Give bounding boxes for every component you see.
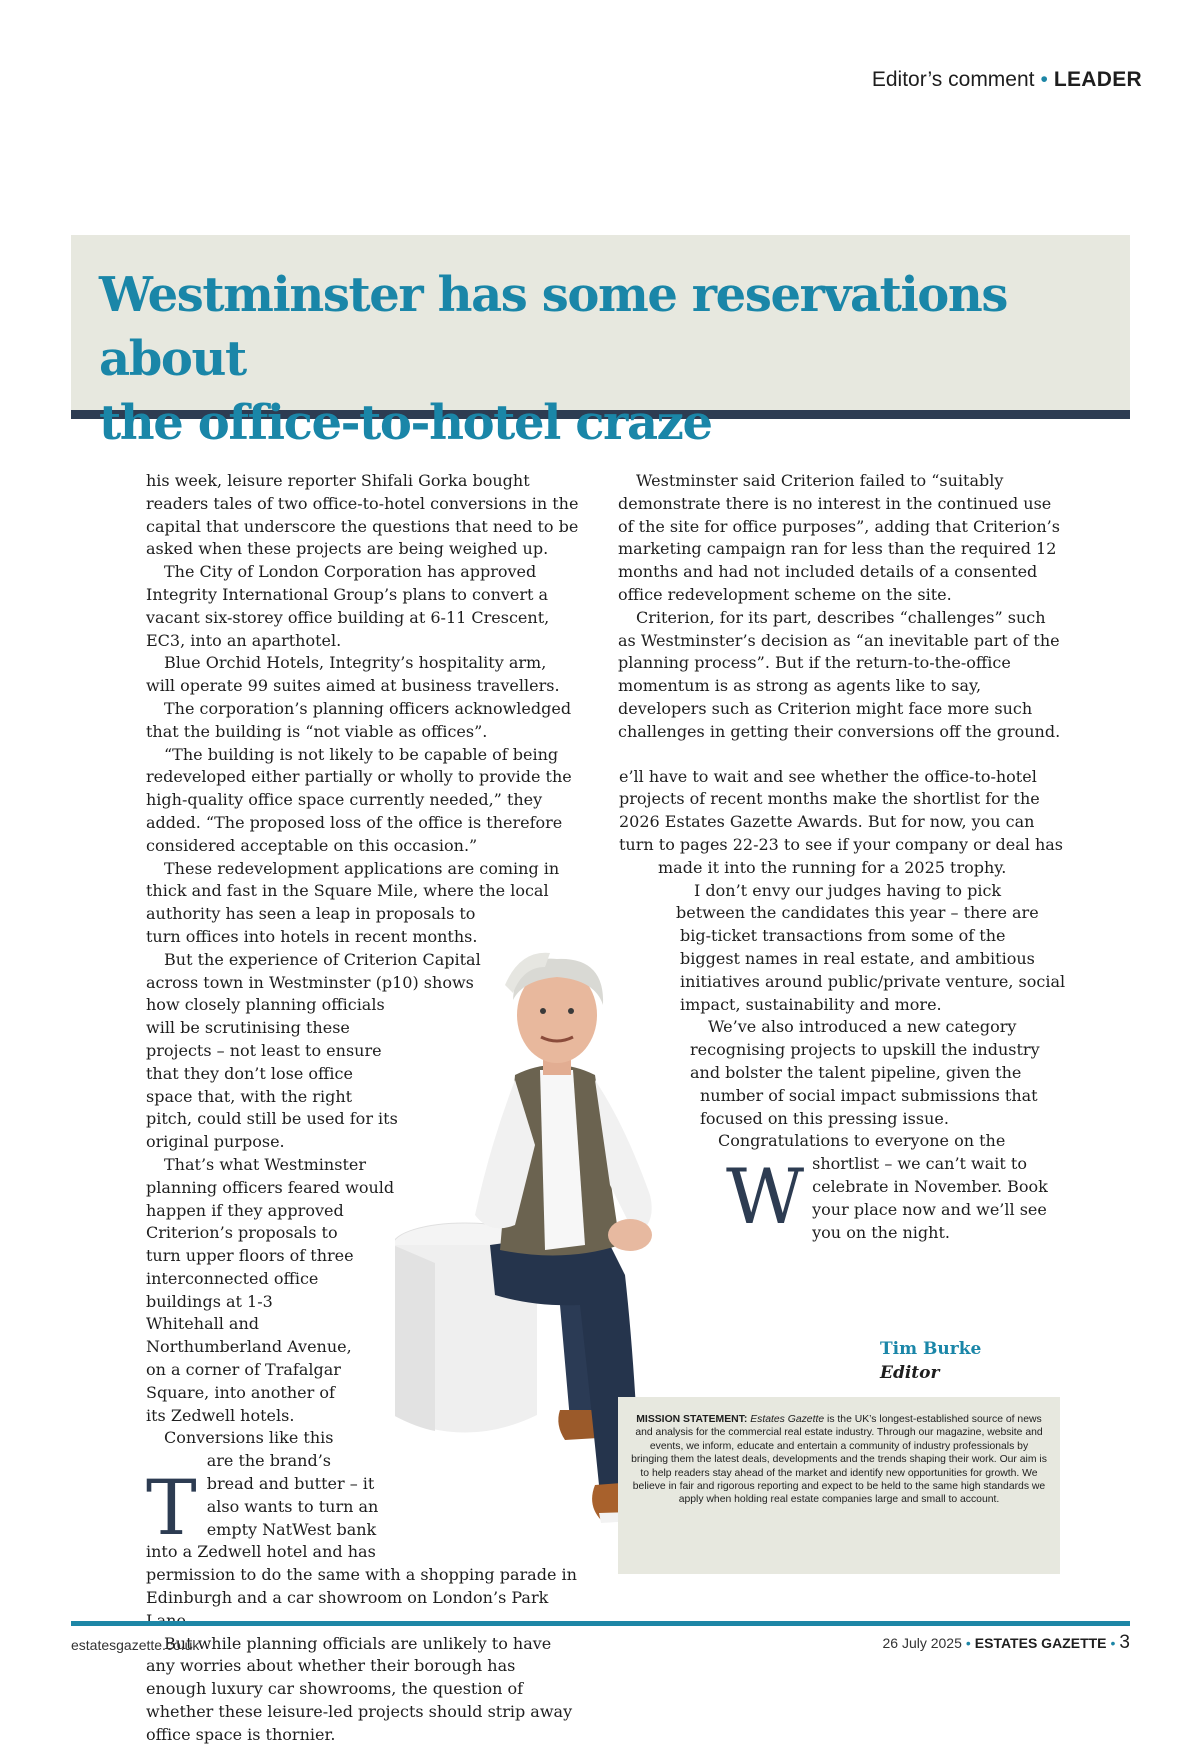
mission-label: MISSION STATEMENT:	[636, 1414, 748, 1425]
article-paragraph: W e’ll have to wait and see whether the office-to-hotel projects of recent months make the shortlist for the 2026 Estates Gazette Awards. But for now, you can turn to pages 22-23 to see if your company or deal has made it into the running for a 2025 trophy.	[619, 766, 1063, 1241]
section-name: Editor’s comment	[871, 68, 1035, 91]
paragraph-gap	[618, 744, 1068, 766]
article-paragraph: Blue Orchid Hotels, Integrity’s hospitality arm, will operate 99 suites aimed at business travellers.	[146, 653, 560, 696]
article-paragraph: We’ve also introduced a new category recognising projects to upskill the industry and bolster the talent pipeline, given the number of social impact submissions that focused on this pressing issue.	[690, 1017, 1040, 1128]
article-paragraph: But the experience of Criterion Capital across town in Westminster (p10) shows how closely planning officials will be scrutinising these projects – not least to ensure that they don’t lose office space that, with the right pitch, could still be used for its original purpose.	[146, 949, 481, 1152]
article-paragraph: That’s what Westminster planning officers feared would happen if they approved Criterion’s proposals to turn upper floors of three interconnected office buildings at 1-3 Whitehall and Northumberland Avenue, on a corner of Trafalgar Square, into another of its Zedwell hotels.	[146, 1154, 395, 1425]
article-paragraph: The corporation’s planning officers acknowledged that the building is “not viable as offices”.	[146, 698, 572, 741]
footer-publication: ESTATES GAZETTE	[974, 1635, 1107, 1651]
headline-line-1: Westminster has some reservations about	[99, 267, 1008, 387]
mission-statement-box	[618, 1397, 1060, 1574]
footer-info	[882, 1632, 1130, 1654]
article-paragraph: Congratulations to everyone on the shortlist – we can’t wait to celebrate in November. Book your place now and we’ll see you on the night.	[718, 1131, 1048, 1242]
article-paragraph: “The building is not likely to be capable of being redeveloped either partially or wholly to provide the high-quality office space currently needed,” they added. “The proposed loss of the office is therefore considered acceptable on this occasion.”	[146, 744, 572, 855]
separator-dot: •	[1110, 1635, 1116, 1651]
article-paragraph: I don’t envy our judges having to pick between the candidates this year – there are big-ticket transactions from some of the biggest names in real estate, and ambitious initiatives around public/private venture, social impact, sustainability and more.	[676, 880, 1066, 1014]
headline-panel	[71, 235, 1130, 451]
article-column-1	[146, 470, 580, 1747]
footer-website[interactable]: estatesgazette.co.uk	[71, 1637, 200, 1653]
article-paragraph: Criterion, for its part, describes “challenges” such as Westminster’s decision as “an inevitable part of the planning process”. But if the return-to-the-office momentum is as strong as agents like to say, developers such as Criterion might face more such challenges in getting their conversions off the ground.	[618, 607, 1061, 741]
article-column-2	[618, 470, 1068, 1254]
signature	[880, 1337, 981, 1385]
page-number: 3	[1119, 1632, 1130, 1653]
article-paragraph: These redevelopment applications are coming in thick and fast in the Square Mile, where the local authority has seen a leap in proposals to turn offices into hotels in recent months.	[146, 858, 560, 946]
article-paragraph: Westminster said Criterion failed to “suitably demonstrate there is no interest in the continued use of the site for office purposes”, adding that Criterion’s marketing campaign ran for less than the required 12 months and had not included details of a consented office redevelopment scheme on the site.	[618, 471, 1060, 604]
article-paragraph: The City of London Corporation has approved Integrity International Group’s plans to convert a vacant six-storey office building at 6-11 Crescent, EC3, into an aparthotel.	[146, 562, 550, 650]
drop-cap: W	[726, 1151, 805, 1241]
section-category: LEADER	[1053, 68, 1142, 91]
article-paragraph: But while planning officials are unlikely to have any worries about whether their borough has enough luxury car showrooms, the question of whether these leisure-led projects should strip away office space is thornier.	[146, 1633, 573, 1744]
separator-dot: •	[965, 1635, 971, 1651]
footer-rule	[71, 1621, 1130, 1626]
author-role: Editor	[880, 1363, 940, 1383]
article-paragraph: Conversions like this are the brand’s bread and butter – it also wants to turn an empty NatWest bank into a Zedwell hotel and has permission to do the same with a shopping parade in Edinburgh and a car showroom on London’s Park	[146, 1428, 577, 1608]
headline-line-2: the office-to-hotel craze	[99, 395, 712, 451]
author-name: Tim Burke	[880, 1339, 982, 1359]
mission-publication: Estates Gazette	[750, 1414, 825, 1425]
mission-body: is the UK’s longest-established source of news and analysis for the commercial real estate industry. Through our magazine, website and events, we inform, educate and entertain a community of industry professionals by bringing them the latest deals, developments and the trends shaping their work. Our aim is to help readers stay ahead of the market and identify new opportunities for growth. We believe in fair and rigorous reporting and expect to be held to the same high standards we apply when holding real estate companies large and small to account.	[631, 1414, 1047, 1506]
article-paragraph: T his week, leisure reporter Shifali Gorka bought readers tales of two office-to-hotel conversions in the capital that underscore the questions that need to be asked when these projects are being weighed up.	[146, 471, 579, 1552]
drop-cap: T	[146, 1463, 197, 1552]
section-label	[872, 68, 1142, 92]
separator-dot: •	[1040, 68, 1048, 91]
headline	[99, 263, 1130, 455]
mission-statement-text	[630, 1413, 1048, 1507]
footer-date: 26 July 2025	[882, 1635, 962, 1651]
